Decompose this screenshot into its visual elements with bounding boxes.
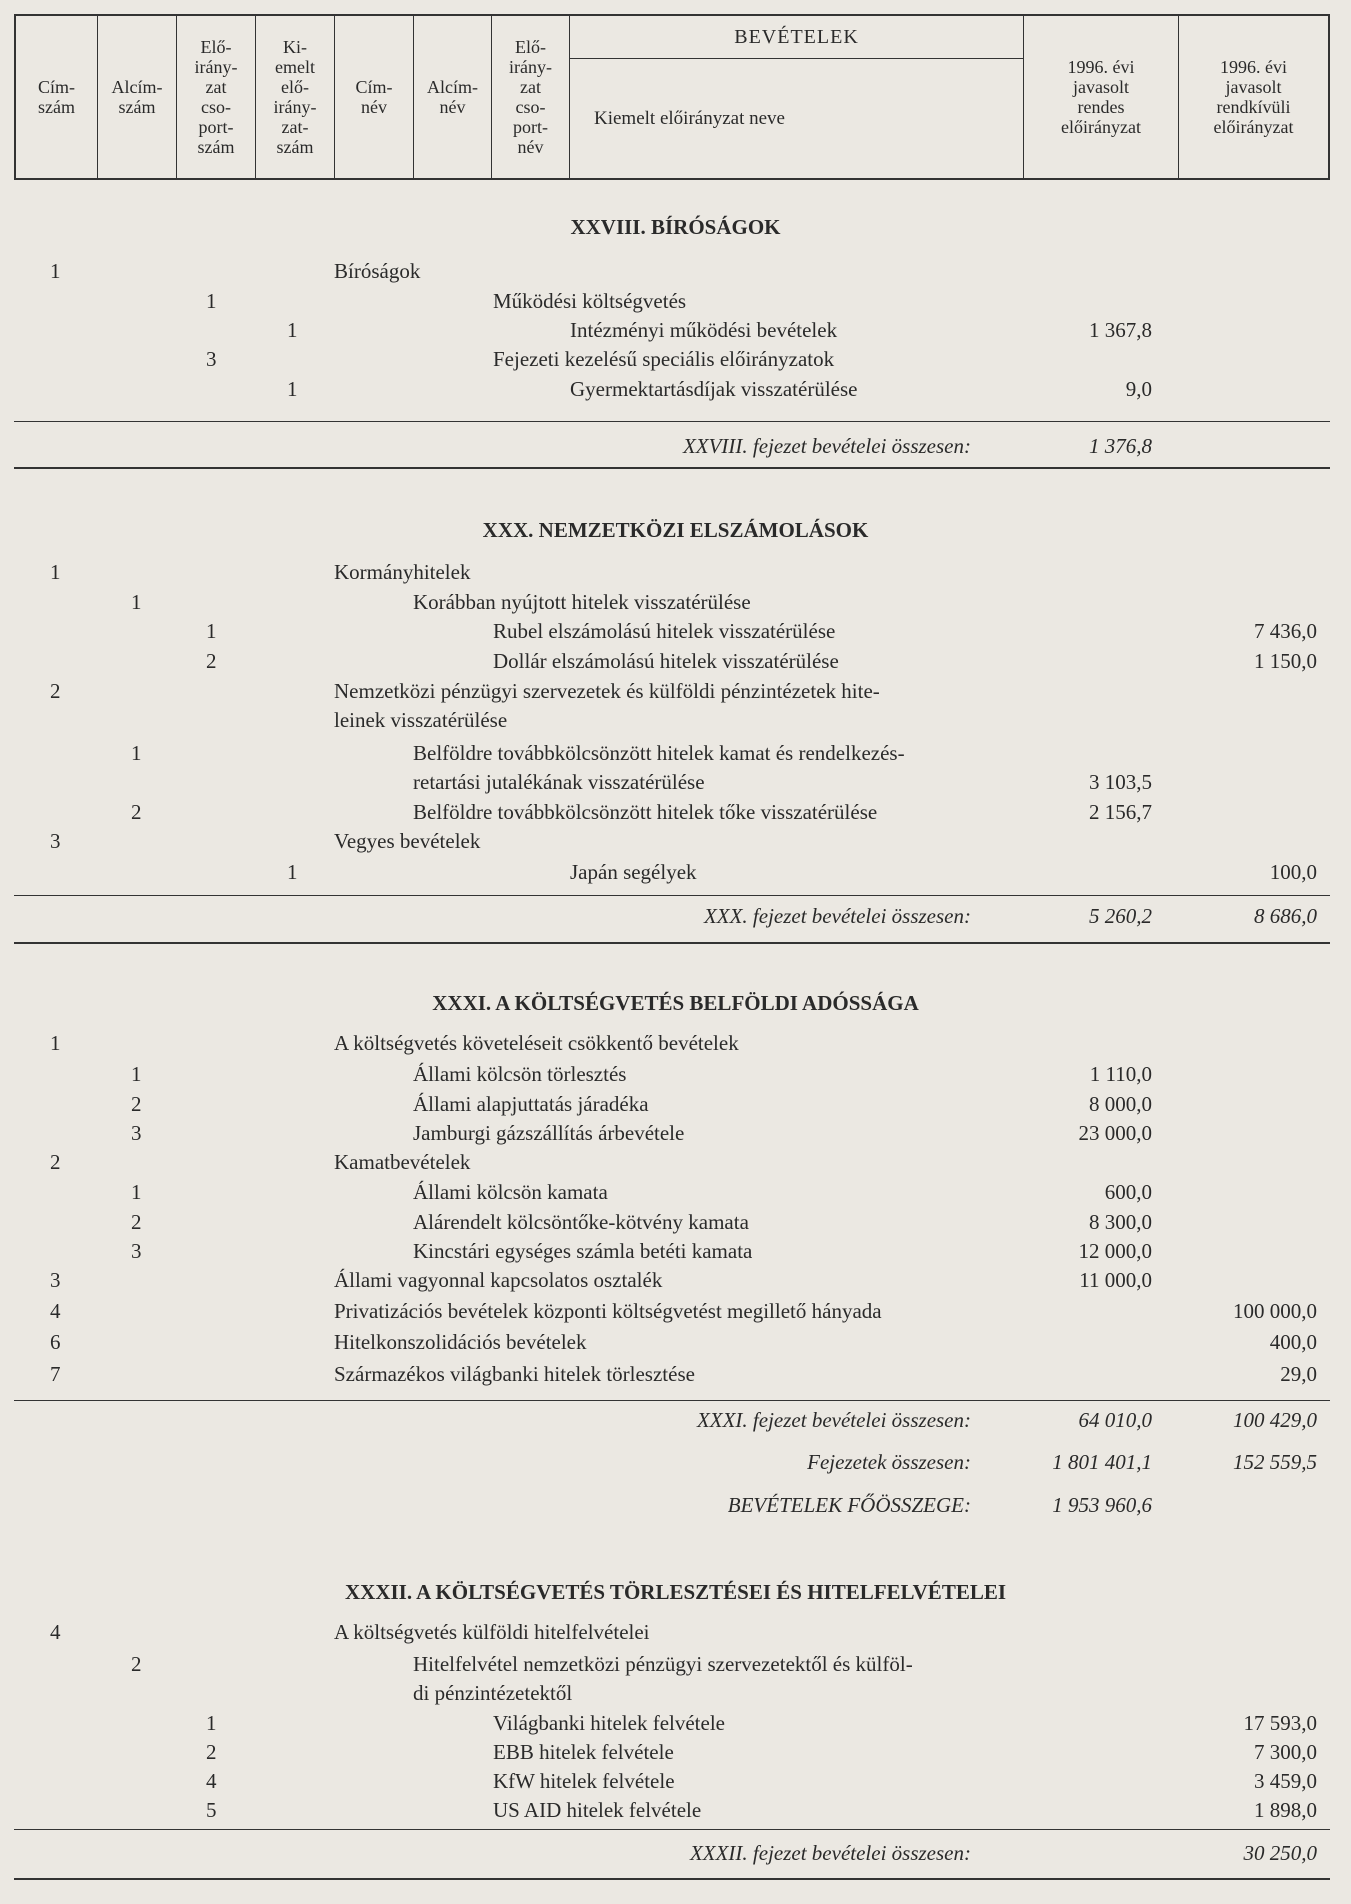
- row-text: A költségvetés külföldi hitelfelvételei: [334, 1620, 650, 1644]
- row-text: Kincstári egységes számla betéti kamata: [413, 1239, 753, 1263]
- row-text: Kamatbevételek: [334, 1150, 471, 1174]
- table-row: [0, 800, 1351, 828]
- row-text: Fejezeti kezelésű speciális előirányzatok: [493, 347, 835, 371]
- row-rendkivuli: 29,0: [1280, 1362, 1317, 1386]
- header-cim-nev: Cím- név: [335, 16, 414, 178]
- table-row: [0, 741, 1351, 769]
- row-text: Származékos világbanki hitelek törlesztése: [334, 1362, 695, 1386]
- total-row: [0, 1841, 1351, 1869]
- row-number: 2: [131, 800, 142, 824]
- row-text: Működési költségvetés: [493, 289, 687, 313]
- total-row: [0, 1408, 1351, 1436]
- total-label: XXXII. fejezet bevételei összesen:: [689, 1841, 971, 1865]
- row-number: 3: [131, 1239, 142, 1263]
- row-number: 4: [50, 1620, 61, 1644]
- grand-total-row: [0, 1493, 1351, 1521]
- row-text: Állami kölcsön kamata: [413, 1180, 608, 1204]
- table-row: [0, 1769, 1351, 1797]
- row-rendes: 23 000,0: [1078, 1121, 1152, 1145]
- table-row: [0, 1362, 1351, 1390]
- divider: [14, 421, 1330, 422]
- row-rendkivuli: 1 898,0: [1254, 1798, 1317, 1822]
- row-number: 1: [131, 590, 142, 614]
- divider: [14, 895, 1330, 896]
- row-text: Alárendelt kölcsöntőke-kötvény kamata: [413, 1210, 749, 1234]
- row-number: 2: [50, 679, 61, 703]
- header-kiemelt-eloiranyzat-neve: Kiemelt előirányzat neve: [570, 59, 1024, 178]
- row-rendkivuli: 17 593,0: [1243, 1711, 1317, 1735]
- row-text: Hitelfelvétel nemzetközi pénzügyi szervezetektől és külföl-: [413, 1652, 913, 1676]
- table-row: [0, 1711, 1351, 1739]
- row-text: Jamburgi gázszállítás árbevétele: [413, 1121, 685, 1145]
- row-text: Vegyes bevételek: [334, 829, 481, 853]
- total-rendkivuli: 30 250,0: [1243, 1841, 1317, 1865]
- row-number: 2: [206, 1740, 217, 1764]
- total-row: [0, 904, 1351, 932]
- table-row: [0, 829, 1351, 857]
- row-number: 1: [50, 259, 61, 283]
- row-text: Dollár elszámolású hitelek visszatérülése: [493, 649, 839, 673]
- row-text: Rubel elszámolású hitelek visszatérülése: [493, 619, 836, 643]
- total-row: [0, 1450, 1351, 1478]
- table-row: [0, 708, 1351, 736]
- row-rendes: 3 103,5: [1089, 770, 1152, 794]
- total-rendes: 1 376,8: [1089, 434, 1152, 458]
- row-text: Nemzetközi pénzügyi szervezetek és külföldi pénzintézetek hite-: [334, 679, 880, 703]
- total-label: XXX. fejezet bevételei összesen:: [703, 904, 971, 928]
- row-number: 2: [131, 1652, 142, 1676]
- row-rendkivuli: 3 459,0: [1254, 1769, 1317, 1793]
- table-row: [0, 1121, 1351, 1149]
- row-rendkivuli: 100,0: [1269, 860, 1317, 884]
- row-number: 1: [206, 289, 217, 313]
- row-rendkivuli: 7 436,0: [1254, 619, 1317, 643]
- total-rendkivuli: 8 686,0: [1254, 904, 1317, 928]
- row-rendkivuli: 1 150,0: [1254, 649, 1317, 673]
- row-number: 1: [287, 318, 298, 342]
- row-rendes: 8 000,0: [1089, 1092, 1152, 1116]
- total-label: Fejezetek összesen:: [807, 1450, 971, 1474]
- row-number: 5: [206, 1798, 217, 1822]
- row-number: 3: [50, 1268, 61, 1292]
- total-row: [0, 434, 1351, 462]
- header-rendes: 1996. évi javasolt rendes előirányzat: [1024, 16, 1179, 178]
- row-text: Kormányhitelek: [334, 560, 471, 584]
- table-row: [0, 1150, 1351, 1178]
- row-number: 4: [206, 1769, 217, 1793]
- table-row: [0, 649, 1351, 677]
- table-header: [14, 14, 1330, 180]
- divider: [14, 1829, 1330, 1830]
- header-bevetelek: BEVÉTELEK: [570, 16, 1024, 59]
- row-text: Állami alapjuttatás járadéka: [413, 1092, 649, 1116]
- table-row: [0, 860, 1351, 888]
- row-rendes: 1 110,0: [1089, 1062, 1152, 1086]
- row-text: Privatizációs bevételek központi költségvetést megillető hányada: [334, 1299, 882, 1323]
- total-rendes: 64 010,0: [1078, 1408, 1152, 1432]
- row-text: EBB hitelek felvétele: [493, 1740, 674, 1764]
- row-number: 1: [287, 860, 298, 884]
- table-row: [0, 347, 1351, 375]
- divider: [14, 942, 1330, 944]
- section-title: XXX. NEMZETKÖZI ELSZÁMOLÁSOK: [482, 518, 869, 542]
- table-row: [0, 289, 1351, 317]
- total-rendkivuli: 100 429,0: [1233, 1408, 1317, 1432]
- header-alcim-szam: Alcím- szám: [98, 16, 177, 178]
- row-number: 3: [206, 347, 217, 371]
- total-label: XXXI. fejezet bevételei összesen:: [696, 1408, 971, 1432]
- row-rendkivuli: 100 000,0: [1233, 1299, 1317, 1323]
- table-row: [0, 318, 1351, 346]
- table-row: [0, 1239, 1351, 1267]
- total-label: BEVÉTELEK FŐÖSSZEGE:: [727, 1493, 971, 1517]
- table-row: [0, 679, 1351, 707]
- row-text: A költségvetés követeléseit csökkentő bevételek: [334, 1031, 739, 1055]
- table-row: [0, 259, 1351, 287]
- divider: [14, 467, 1330, 469]
- row-rendes: 9,0: [1125, 377, 1152, 401]
- header-alcim-nev: Alcím- név: [414, 16, 492, 178]
- row-text: leinek visszatérülése: [334, 708, 508, 732]
- header-eloiranyzat-csoport-szam: Elő- irány- zat cso- port- szám: [177, 16, 256, 178]
- row-number: 1: [287, 377, 298, 401]
- table-row: [0, 1330, 1351, 1358]
- row-number: 7: [50, 1362, 61, 1386]
- table-row: [0, 1652, 1351, 1680]
- header-cim-szam: Cím- szám: [16, 16, 98, 178]
- row-number: 1: [131, 741, 142, 765]
- divider: [14, 1400, 1330, 1401]
- row-rendes: 12 000,0: [1078, 1239, 1152, 1263]
- row-rendes: 8 300,0: [1089, 1210, 1152, 1234]
- row-text: di pénzintézetektől: [413, 1681, 573, 1705]
- header-kiemelt-eloiranyzat-szam: Ki- emelt elő- irány- zat- szám: [256, 16, 335, 178]
- table-row: [0, 1031, 1351, 1059]
- table-row: [0, 1798, 1351, 1826]
- section-title: XXXII. A KÖLTSÉGVETÉS TÖRLESZTÉSEI ÉS HITELFELVÉTELEI: [344, 1580, 1007, 1604]
- row-text: Belföldre továbbkölcsönzött hitelek kamat és rendelkezés-: [413, 741, 905, 765]
- total-rendes: 5 260,2: [1089, 904, 1152, 928]
- table-row: [0, 560, 1351, 588]
- row-number: 4: [50, 1299, 61, 1323]
- row-number: 2: [50, 1150, 61, 1174]
- row-rendes: 1 367,8: [1089, 318, 1152, 342]
- row-number: 2: [131, 1092, 142, 1116]
- row-text: Gyermektartásdíjak visszatérülése: [570, 377, 858, 401]
- row-text: US AID hitelek felvétele: [493, 1798, 702, 1822]
- table-row: [0, 1620, 1351, 1648]
- row-text: retartási jutalékának visszatérülése: [413, 770, 705, 794]
- row-text: Állami kölcsön törlesztés: [413, 1062, 627, 1086]
- row-number: 1: [206, 1711, 217, 1735]
- row-text: KfW hitelek felvétele: [493, 1769, 675, 1793]
- table-row: [0, 1681, 1351, 1709]
- total-rendkivuli: 152 559,5: [1233, 1450, 1317, 1474]
- row-number: 3: [131, 1121, 142, 1145]
- table-row: [0, 1062, 1351, 1090]
- row-rendkivuli: 400,0: [1269, 1330, 1317, 1354]
- row-rendes: 2 156,7: [1089, 800, 1152, 824]
- table-row: [0, 1092, 1351, 1120]
- table-row: [0, 1180, 1351, 1208]
- total-rendes: 1 801 401,1: [1052, 1450, 1152, 1474]
- row-text: Világbanki hitelek felvétele: [493, 1711, 725, 1735]
- row-number: 3: [50, 829, 61, 853]
- divider: [14, 1878, 1330, 1880]
- row-rendkivuli: 7 300,0: [1254, 1740, 1317, 1764]
- row-number: 2: [131, 1210, 142, 1234]
- table-row: [0, 377, 1351, 405]
- section-title: XXVIII. BÍRÓSÁGOK: [570, 215, 781, 239]
- table-row: [0, 590, 1351, 618]
- total-label: XXVIII. fejezet bevételei összesen:: [682, 434, 971, 458]
- table-row: [0, 1299, 1351, 1327]
- table-row: [0, 1740, 1351, 1768]
- row-text: Korábban nyújtott hitelek visszatérülése: [413, 590, 751, 614]
- section-title: XXXI. A KÖLTSÉGVETÉS BELFÖLDI ADÓSSÁGA: [432, 991, 919, 1015]
- row-number: 1: [131, 1180, 142, 1204]
- table-row: [0, 619, 1351, 647]
- row-text: Japán segélyek: [570, 860, 697, 884]
- row-rendes: 11 000,0: [1079, 1268, 1152, 1292]
- row-number: 1: [131, 1062, 142, 1086]
- total-rendes: 1 953 960,6: [1052, 1493, 1152, 1517]
- row-number: 1: [206, 619, 217, 643]
- row-number: 6: [50, 1330, 61, 1354]
- row-number: 1: [50, 560, 61, 584]
- row-text: Bíróságok: [334, 259, 421, 283]
- table-row: [0, 770, 1351, 798]
- row-rendes: 600,0: [1104, 1180, 1152, 1204]
- row-text: Belföldre továbbkölcsönzött hitelek tőke visszatérülése: [413, 800, 878, 824]
- table-row: [0, 1210, 1351, 1238]
- row-number: 1: [50, 1031, 61, 1055]
- header-eloiranyzat-csoport-nev: Elő- irány- zat cso- port- név: [492, 16, 570, 178]
- row-text: Hitelkonszolidációs bevételek: [334, 1330, 587, 1354]
- table-row: [0, 1268, 1351, 1296]
- row-text: Intézményi működési bevételek: [570, 318, 838, 342]
- row-text: Állami vagyonnal kapcsolatos osztalék: [334, 1268, 663, 1292]
- row-number: 2: [206, 649, 217, 673]
- header-rendkivuli: 1996. évi javasolt rendkívüli előirányzat: [1213, 57, 1294, 137]
